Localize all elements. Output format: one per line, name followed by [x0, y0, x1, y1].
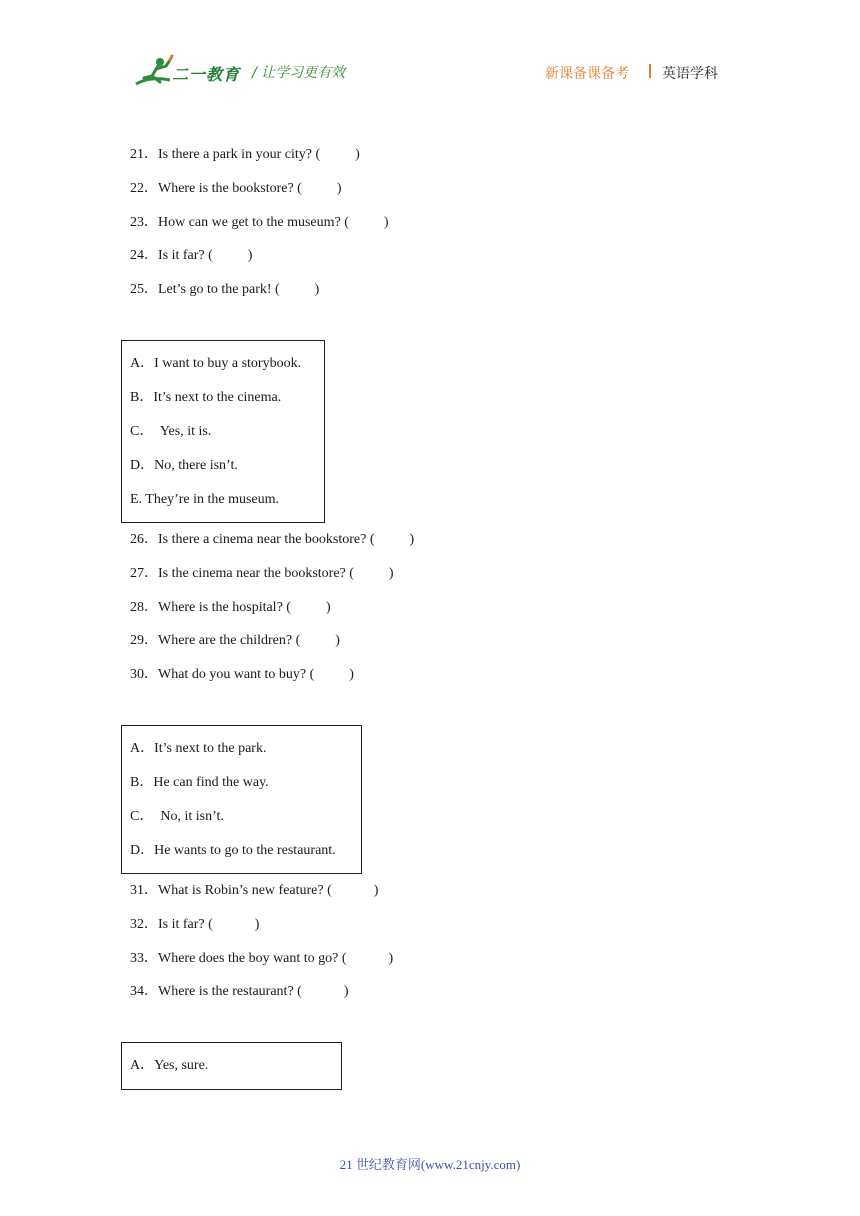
option-c-A: A．Yes, sure. — [130, 1058, 209, 1073]
option-b-A: A．It’s next to the park. — [130, 741, 267, 756]
header-subject: 英语学科 — [662, 66, 718, 82]
question-32: 32．Is it far? ( ) — [130, 917, 260, 932]
question-22: 22．Where is the bookstore? ( ) — [130, 181, 342, 196]
header-divider — [649, 64, 651, 78]
brand-slogan: / 让学习更有效 — [252, 65, 346, 81]
page-header — [0, 0, 860, 110]
question-28: 28．Where is the hospital? ( ) — [130, 600, 331, 615]
option-a-A: A．I want to buy a storybook. — [130, 356, 302, 371]
option-b-C: C． No, it isn’t. — [130, 809, 224, 824]
option-a-B: B．It’s next to the cinema. — [130, 390, 282, 405]
question-34: 34．Where is the restaurant? ( ) — [130, 984, 349, 999]
option-b-B: B．He can find the way. — [130, 775, 269, 790]
question-29: 29．Where are the children? ( ) — [130, 633, 340, 648]
brand-name: 二一教育 — [172, 65, 241, 84]
question-26: 26．Is there a cinema near the bookstore? ( ) — [130, 532, 415, 547]
option-b-D: D．He wants to go to the restaurant. — [130, 843, 336, 858]
page-footer: 21 世纪教育网(www.21cnjy.com) — [339, 1157, 521, 1172]
question-23: 23．How can we get to the museum? ( ) — [130, 215, 389, 230]
option-a-D: D．No, there isn’t. — [130, 458, 238, 473]
question-25: 25．Let’s go to the park! ( ) — [130, 282, 320, 297]
header-tagline: 新课备课备考 — [545, 66, 629, 82]
question-30: 30．What do you want to buy? ( ) — [130, 667, 354, 682]
option-a-C: C． Yes, it is. — [130, 424, 212, 439]
question-21: 21．Is there a park in your city? ( ) — [130, 147, 360, 162]
question-27: 27．Is the cinema near the bookstore? ( ) — [130, 566, 394, 581]
question-24: 24．Is it far? ( ) — [130, 248, 253, 263]
question-31: 31．What is Robin’s new feature? ( ) — [130, 883, 379, 898]
option-a-E: E. They’re in the museum. — [130, 492, 280, 507]
question-33: 33．Where does the boy want to go? ( ) — [130, 951, 394, 966]
